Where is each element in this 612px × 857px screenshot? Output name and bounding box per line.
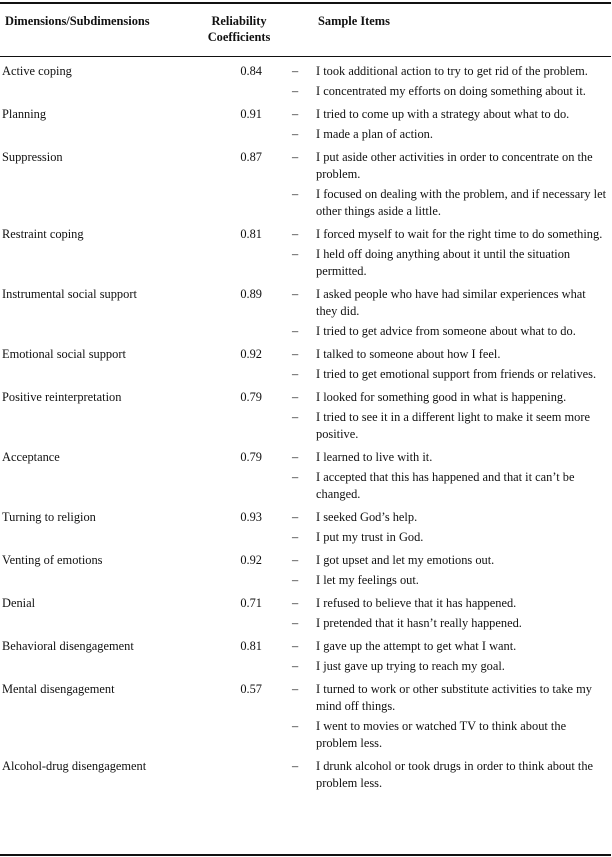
item-dash: – [292,616,299,630]
reliability-coefficient: 0.93 [240,510,262,524]
sample-item-text: I asked people who have had similar experiences what they did. [316,287,586,318]
sample-items [262,758,594,795]
column-header-sample-items: Sample Items [318,14,390,28]
sample-items [262,286,586,343]
sample-item-text: I tried to get emotional support from friends or relatives. [316,367,597,381]
sample-item [292,529,608,546]
item-dash: – [292,759,299,773]
sample-item-text: I pretended that it hasn’t really happened. [316,616,522,630]
sample-items [262,449,576,506]
item-dash: – [292,107,299,121]
sample-item [292,389,608,406]
sample-items [262,63,588,103]
sample-items [262,226,603,283]
sample-item [292,286,608,320]
sample-items [262,681,592,755]
column-header-reliability: Reliability Coefficients [207,14,271,44]
sample-item [292,509,608,526]
reliability-coefficient: 0.92 [240,347,262,361]
sample-item-text: I accepted that this has happened and that it can’t be changed. [316,470,575,501]
table-row [0,552,612,595]
sample-items [262,106,576,146]
item-dash: – [292,127,299,141]
sample-item [292,615,608,632]
sample-item [292,126,608,143]
reliability-coefficient: 0.84 [240,64,262,78]
item-dash: – [292,390,299,404]
sample-item [292,681,608,715]
dimension-name: Active coping [2,64,72,78]
table-top-rule [0,2,611,4]
reliability-coefficient: 0.92 [240,553,262,567]
sample-item [292,323,608,340]
sample-item-text: I talked to someone about how I feel. [316,347,501,361]
sample-items [262,638,576,678]
sample-item [292,346,608,363]
sample-item [292,83,608,100]
item-dash: – [292,659,299,673]
reliability-coefficient: 0.81 [240,227,262,241]
sample-item [292,366,608,383]
sample-item [292,469,608,503]
sample-item-text: I turned to work or other substitute activities to take my mind off things. [316,682,592,713]
dimension-name: Restraint coping [2,227,84,241]
sample-item-text: I took additional action to try to get rid of the problem. [316,64,588,78]
sample-item [292,106,608,123]
dimension-name: Positive reinterpretation [2,390,122,404]
sample-item-text: I focused on dealing with the problem, and if necessary let other things aside a little. [316,187,607,218]
dimension-name: Denial [2,596,36,610]
reliability-coefficient: 0.81 [240,639,262,653]
item-dash: – [292,410,299,424]
sample-item-text: I seeked God’s help. [316,510,418,524]
sample-item-text: I put my trust in God. [316,530,424,544]
sample-item-text: I went to movies or watched TV to think about the problem less. [316,719,567,750]
item-dash: – [292,367,299,381]
item-dash: – [292,450,299,464]
table-row [0,638,612,681]
header-rule [0,56,611,57]
sample-item-text: I drunk alcohol or took drugs in order to think about the problem less. [316,759,594,790]
table-row [0,595,612,638]
dimension-name: Planning [2,107,47,121]
dimension-name: Instrumental social support [2,287,137,301]
dimension-name: Venting of emotions [2,553,103,567]
sample-item [292,246,608,280]
reliability-coefficient: 0.57 [240,682,262,696]
sample-item-text: I put aside other activities in order to concentrate on the problem. [316,150,593,181]
item-dash: – [292,530,299,544]
sample-item-text: I tried to get advice from someone about what to do. [316,324,576,338]
sample-item [292,449,608,466]
sample-item-text: I tried to come up with a strategy about what to do. [316,107,570,121]
dimension-name: Behavioral disengagement [2,639,134,653]
table-bottom-rule [0,854,611,856]
item-dash: – [292,719,299,733]
dimension-name: Alcohol-drug disengagement [2,759,147,773]
sample-item-text: I forced myself to wait for the right time to do something. [316,227,603,241]
sample-item [292,718,608,752]
item-dash: – [292,84,299,98]
reliability-coefficient: 0.89 [240,287,262,301]
dimension-name: Suppression [2,150,63,164]
table-row [0,681,612,758]
reliability-coefficient [204,758,262,795]
item-dash: – [292,227,299,241]
table-row [0,389,612,449]
item-dash: – [292,510,299,524]
sample-item [292,226,608,243]
dimension-name: Mental disengagement [2,682,115,696]
sample-item [292,758,608,792]
item-dash: – [292,324,299,338]
sample-item-text: I tried to see it in a different light to make it seem more positive. [316,410,591,441]
sample-item [292,552,608,569]
item-dash: – [292,470,299,484]
item-dash: – [292,187,299,201]
reliability-coefficient: 0.79 [240,390,262,404]
item-dash: – [292,347,299,361]
dimension-name: Turning to religion [2,510,96,524]
table-row [0,226,612,286]
item-dash: – [292,573,299,587]
sample-item-text: I looked for something good in what is happening. [316,390,567,404]
sample-items [262,552,576,592]
table-row [0,758,612,798]
reliability-coefficient: 0.87 [240,150,262,164]
item-dash: – [292,150,299,164]
sample-item-text: I let my feelings out. [316,573,419,587]
sample-item-text: I learned to live with it. [316,450,433,464]
table-row [0,106,612,149]
sample-item [292,149,608,183]
reliability-coefficient: 0.91 [240,107,262,121]
sample-items [262,509,576,549]
sample-item-text: I got upset and let my emotions out. [316,553,495,567]
table-row [0,449,612,509]
sample-item-text: I made a plan of action. [316,127,433,141]
sample-item-text: I gave up the attempt to get what I want. [316,639,517,653]
item-dash: – [292,596,299,610]
reliability-coefficient: 0.71 [240,596,262,610]
item-dash: – [292,553,299,567]
table-row [0,149,612,226]
item-dash: – [292,682,299,696]
sample-item [292,572,608,589]
sample-item-text: I refused to believe that it has happened. [316,596,517,610]
item-dash: – [292,287,299,301]
sample-item [292,595,608,612]
item-dash: – [292,64,299,78]
reliability-coefficient: 0.79 [240,450,262,464]
sample-item [292,63,608,80]
dimension-name: Acceptance [2,450,60,464]
sample-item [292,409,608,443]
table-row [0,346,612,389]
sample-item-text: I concentrated my efforts on doing something about it. [316,84,586,98]
sample-item-text: I just gave up trying to reach my goal. [316,659,505,673]
table-row [0,509,612,552]
sample-items [262,149,607,223]
sample-item [292,658,608,675]
dimension-name: Emotional social support [2,347,126,361]
sample-item [292,186,608,220]
item-dash: – [292,247,299,261]
item-dash: – [292,639,299,653]
table-body [0,63,612,798]
sample-items [262,595,576,635]
table-row [0,286,612,346]
sample-items [262,389,591,446]
sample-item-text: I held off doing anything about it until the situation permitted. [316,247,571,278]
sample-items [262,346,597,386]
sample-item [292,638,608,655]
column-header-dimensions: Dimensions/Subdimensions [5,14,150,28]
table-row [0,63,612,106]
